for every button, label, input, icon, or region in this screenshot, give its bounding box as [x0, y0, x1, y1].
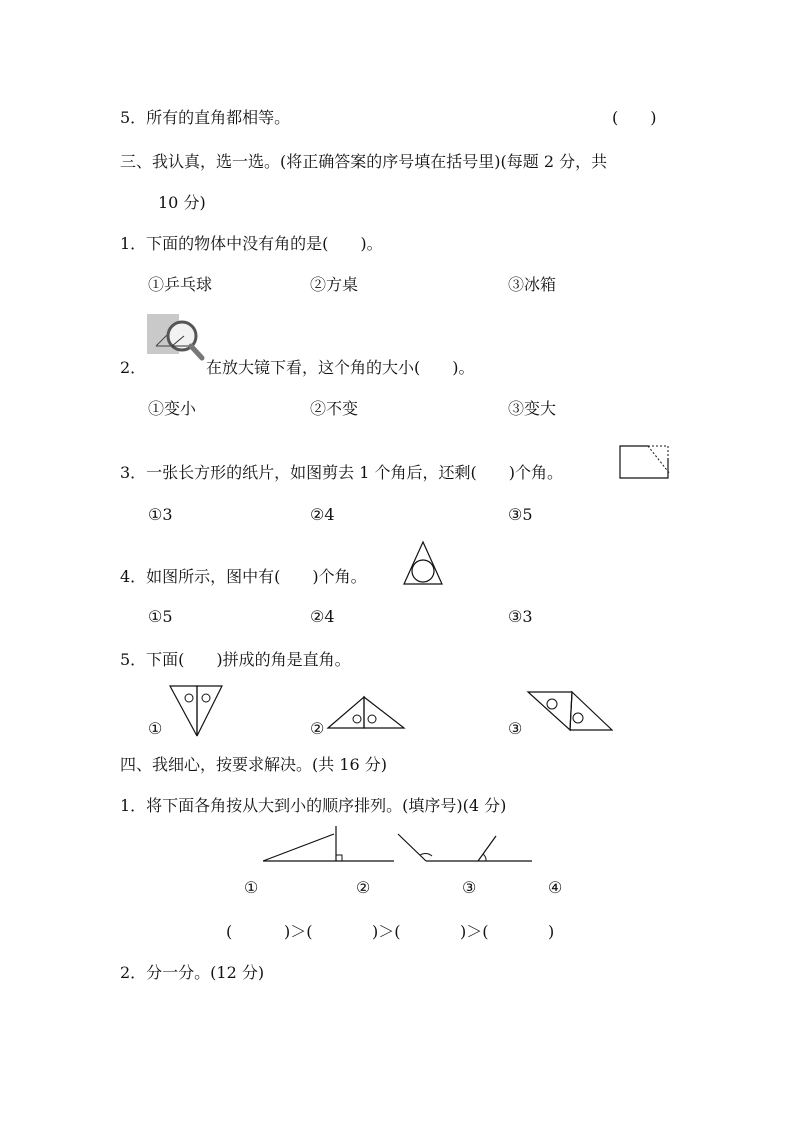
- q3-option-3[interactable]: ③5: [508, 505, 533, 524]
- q5-option-2[interactable]: ②: [310, 719, 325, 738]
- q1-option-1[interactable]: ①乒乓球: [148, 275, 213, 294]
- question-3-stem: 3．一张长方形的纸片，如图剪去 1 个角后，还剩( )个角。: [120, 463, 564, 482]
- q3-option-1[interactable]: ①3: [148, 505, 173, 524]
- q4-option-1[interactable]: ①5: [148, 607, 173, 626]
- magnifier-handle: [191, 346, 202, 358]
- set-square-left: [170, 686, 197, 736]
- angle-label-2: ②: [356, 878, 371, 897]
- set-square-left: [328, 697, 364, 728]
- q4-option-3[interactable]: ③3: [508, 607, 533, 626]
- set-square-pair-2: [326, 695, 406, 731]
- angle-1-ray: [263, 834, 334, 861]
- q2-option-3[interactable]: ③变大: [508, 399, 557, 418]
- triangle-outline: [404, 542, 442, 584]
- section-3-title-cont: 10 分): [158, 193, 206, 212]
- order-separator-3[interactable]: )＞(: [460, 922, 489, 941]
- angle-label-4: ④: [548, 878, 563, 897]
- rectangle-cut-figure: [618, 444, 674, 480]
- q1-option-2[interactable]: ②方桌: [310, 275, 359, 294]
- q4-option-2[interactable]: ②4: [310, 607, 335, 626]
- angle-4-ray: [478, 836, 496, 861]
- order-paren-open: (: [226, 922, 233, 941]
- s4-question-2-stem: 2．分一分。(12 分): [120, 963, 265, 982]
- order-separator-1[interactable]: )＞(: [284, 922, 313, 941]
- angles-figure: [258, 826, 540, 866]
- set-square-right: [197, 686, 222, 736]
- set-square-right: [364, 697, 404, 728]
- triangle-circle-figure: [402, 540, 446, 586]
- question-2-number: 2．: [120, 358, 147, 377]
- order-separator-2[interactable]: )＞(: [372, 922, 401, 941]
- angle-3-ray: [398, 834, 426, 861]
- right-angle-mark: [336, 855, 342, 861]
- set-square-right: [570, 692, 612, 730]
- q1-option-3[interactable]: ③冰箱: [508, 275, 557, 294]
- order-paren-close: ): [548, 922, 555, 941]
- inscribed-circle: [412, 560, 434, 582]
- set-square-pair-3: [526, 690, 616, 734]
- question-2-stem: 在放大镜下看，这个角的大小( )。: [206, 358, 475, 377]
- set-square-pair-1: [166, 684, 224, 738]
- q2-option-2[interactable]: ②不变: [310, 399, 359, 418]
- q2-option-1[interactable]: ①变小: [148, 399, 197, 418]
- true-false-item-5: 5．所有的直角都相等。: [120, 108, 291, 127]
- magnifier-figure: [146, 312, 204, 370]
- section-3-title: 三、我认真，选一选。(将正确答案的序号填在括号里)(每题 2 分，共: [120, 152, 608, 171]
- section-4-title: 四、我细心，按要求解决。(共 16 分): [120, 755, 388, 774]
- question-5-stem: 5．下面( )拼成的角是直角。: [120, 650, 351, 669]
- question-4-stem: 4．如图所示，图中有( )个角。: [120, 567, 367, 586]
- angle-label-1: ①: [244, 878, 259, 897]
- answer-blank[interactable]: ( ): [612, 108, 657, 127]
- set-square-left: [528, 692, 572, 730]
- q5-option-1[interactable]: ①: [148, 719, 163, 738]
- question-1-stem: 1．下面的物体中没有角的是( )。: [120, 234, 383, 253]
- s4-question-1-stem: 1．将下面各角按从大到小的顺序排列。(填序号)(4 分): [120, 796, 507, 815]
- cut-line: [648, 446, 670, 474]
- q5-option-3[interactable]: ③: [508, 719, 523, 738]
- angle-label-3: ③: [462, 878, 477, 897]
- q3-option-2[interactable]: ②4: [310, 505, 335, 524]
